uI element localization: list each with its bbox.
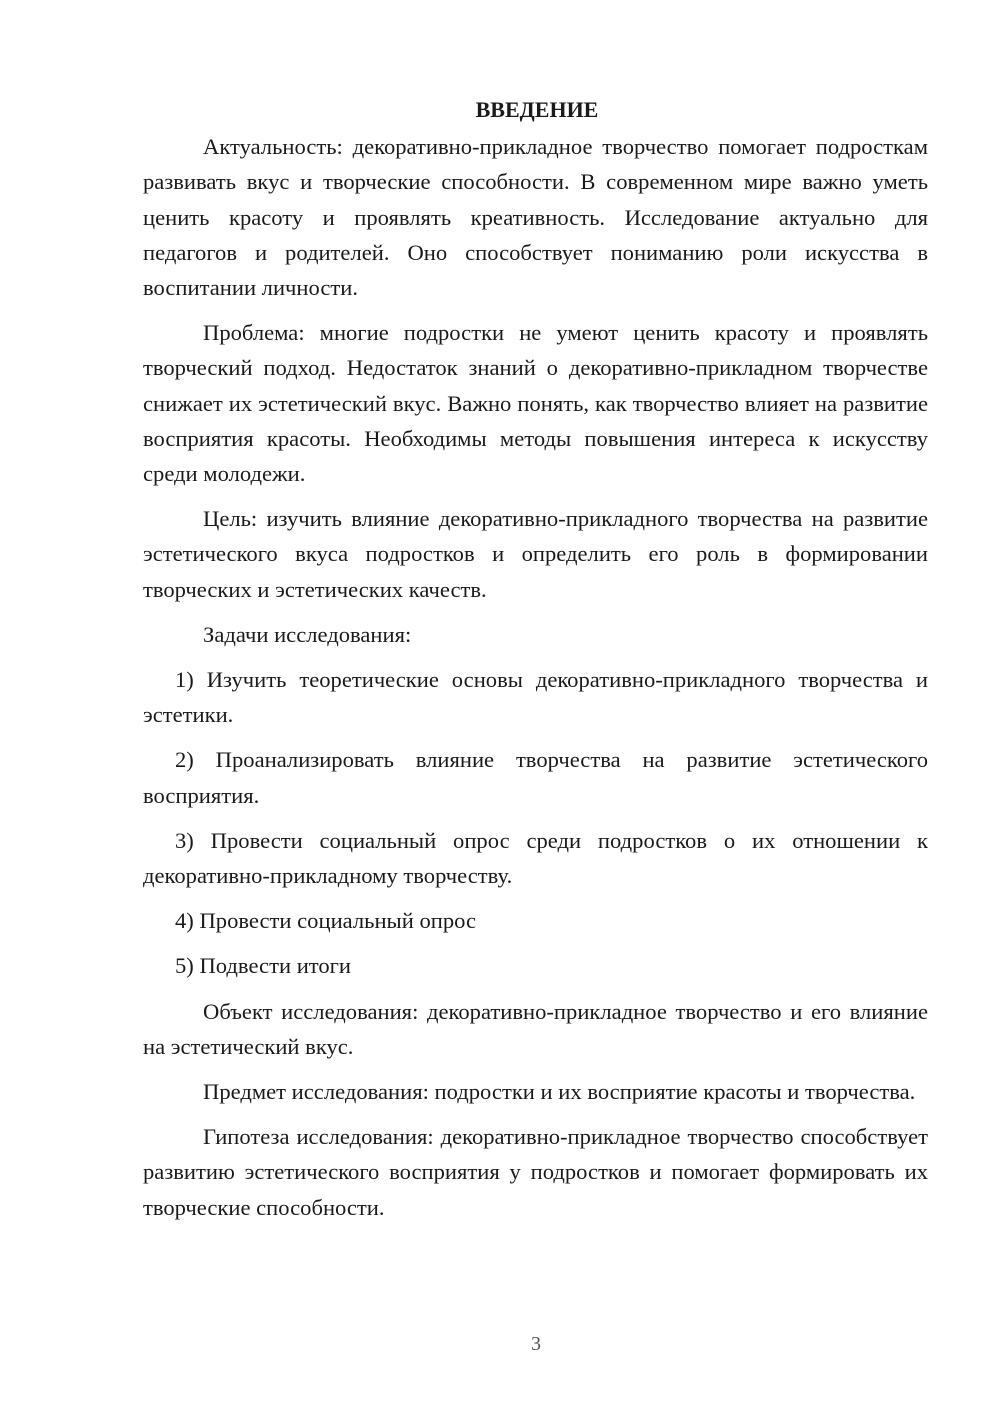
hypothesis-paragraph: Гипотеза исследования: декоративно-прикладное творчество способствует развитию эстетического восприятия у подростков и помогает формировать их творческие способности. [143, 1124, 928, 1220]
goal-paragraph: Цель: изучить влияние декоративно-прикладного творчества на развитие эстетического вкуса подростков и определить его роль в формировании творческих и эстетических качеств. [143, 506, 928, 602]
document-page [143, 92, 928, 1235]
object-paragraph: Объект исследования: декоративно-прикладное творчество и его влияние на эстетический вкус. [143, 998, 928, 1059]
relevance-paragraph: Актуальность: декоративно-прикладное творчество помогает подросткам развивать вкус и творческие способности. В современном мире важно уметь ценить красоту и проявлять креативность. Исследование актуально для педагогов и родителей. Оно способствует пониманию роли искусства в воспитании личности. [143, 134, 928, 301]
page-number: 3 [531, 1333, 541, 1355]
task-item: 3) Провести социальный опрос среди подростков о их отношении к декоративно-прикладному творчеству. [143, 827, 928, 889]
task-item: 4) Провести социальный опрос [175, 908, 477, 934]
section-title: ВВЕДЕНИЕ [475, 97, 599, 122]
task-item: 1) Изучить теоретические основы декоративно-прикладного творчества и эстетики. [143, 667, 928, 728]
task-item: 5) Подвести итоги [175, 953, 352, 979]
problem-paragraph: Проблема: многие подростки не умеют ценить красоту и проявлять творческий подход. Недостаток знаний о декоративно-прикладном творчестве снижает их эстетический вкус. Важно понять, как творчество влияет на развитие восприятия красоты. Необходимы методы повышения интереса к искусству среди молодежи. [143, 320, 928, 487]
task-item: 2) Проанализировать влияние творчества на развитие эстетического восприятия. [143, 747, 928, 808]
tasks-heading: Задачи исследования: [203, 621, 412, 647]
subject-paragraph: Предмет исследования: подростки и их восприятие красоты и творчества. [203, 1079, 916, 1105]
